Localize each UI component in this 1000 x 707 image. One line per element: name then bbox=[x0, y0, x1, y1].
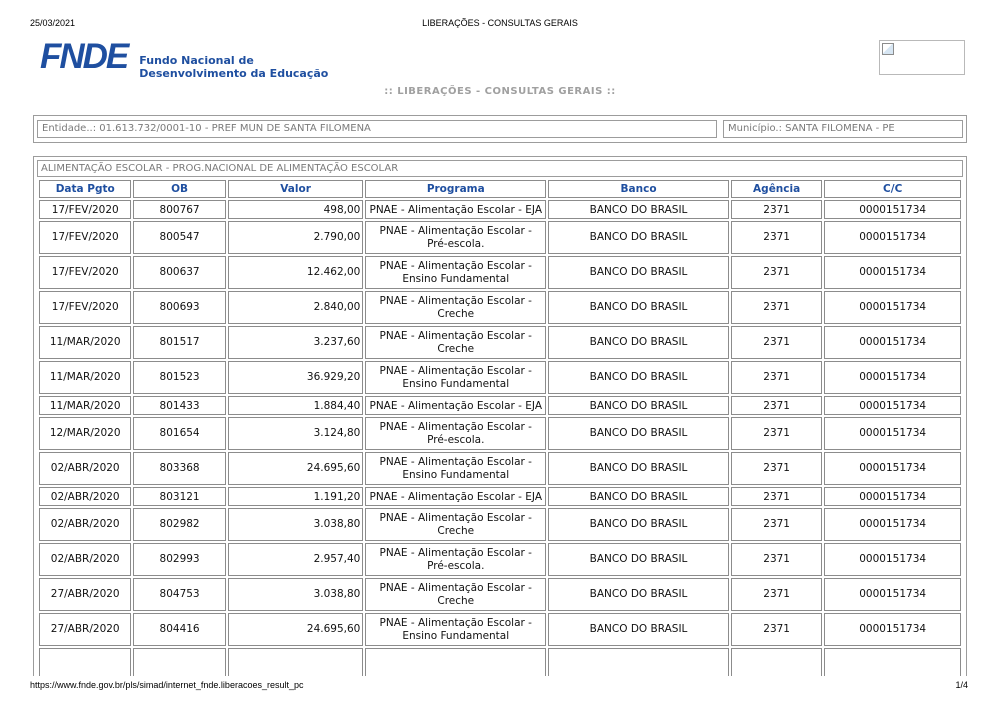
cell-programa: PNAE - Alimentação Escolar - EJA bbox=[365, 200, 546, 219]
table-row bbox=[39, 396, 961, 415]
broken-image-placeholder bbox=[879, 40, 965, 75]
print-header-title: LIBERAÇÕES - CONSULTAS GERAIS bbox=[422, 18, 578, 28]
liberacoes-table bbox=[37, 178, 963, 676]
cell-data-pgto: 17/FEV/2020 bbox=[39, 221, 131, 254]
cell-banco: BANCO DO BRASIL bbox=[548, 508, 729, 541]
cell-agencia: 2371 bbox=[731, 613, 822, 646]
cell-ob: 801517 bbox=[133, 326, 225, 359]
cell-valor: 24.695,60 bbox=[228, 613, 364, 646]
cell-valor: 2.790,00 bbox=[228, 221, 364, 254]
table-row-empty bbox=[39, 648, 961, 676]
entidade-field: Entidade..: 01.613.732/0001-10 - PREF MUN DE SANTA FILOMENA bbox=[37, 120, 717, 138]
header-ob: OB bbox=[133, 180, 225, 198]
cell-valor: 3.038,80 bbox=[228, 578, 364, 611]
empty-cell bbox=[824, 648, 961, 676]
cell-valor: 36.929,20 bbox=[228, 361, 364, 394]
table-row bbox=[39, 417, 961, 450]
footer-url: https://www.fnde.gov.br/pls/simad/internet_fnde.liberacoes_result_pc bbox=[30, 680, 304, 690]
table-header-row bbox=[39, 180, 961, 198]
cell-banco: BANCO DO BRASIL bbox=[548, 256, 729, 289]
municipio-field: Município.: SANTA FILOMENA - PE bbox=[723, 120, 963, 138]
cell-agencia: 2371 bbox=[731, 291, 822, 324]
table-row bbox=[39, 256, 961, 289]
cell-cc: 0000151734 bbox=[824, 452, 961, 485]
section-title: ALIMENTAÇÃO ESCOLAR - PROG.NACIONAL DE ALIMENTAÇÃO ESCOLAR bbox=[37, 160, 963, 177]
cell-programa: PNAE - Alimentação Escolar - Pré-escola. bbox=[365, 221, 546, 254]
cell-banco: BANCO DO BRASIL bbox=[548, 417, 729, 450]
table-row bbox=[39, 221, 961, 254]
table-row bbox=[39, 200, 961, 219]
cell-cc: 0000151734 bbox=[824, 417, 961, 450]
cell-ob: 804416 bbox=[133, 613, 225, 646]
header-programa: Programa bbox=[365, 180, 546, 198]
cell-valor: 3.124,80 bbox=[228, 417, 364, 450]
cell-data-pgto: 02/ABR/2020 bbox=[39, 543, 131, 576]
cell-programa: PNAE - Alimentação Escolar - Ensino Fundamental bbox=[365, 613, 546, 646]
cell-cc: 0000151734 bbox=[824, 291, 961, 324]
cell-banco: BANCO DO BRASIL bbox=[548, 361, 729, 394]
cell-programa: PNAE - Alimentação Escolar - Creche bbox=[365, 508, 546, 541]
cell-cc: 0000151734 bbox=[824, 543, 961, 576]
cell-ob: 804753 bbox=[133, 578, 225, 611]
cell-valor: 3.237,60 bbox=[228, 326, 364, 359]
cell-agencia: 2371 bbox=[731, 396, 822, 415]
cell-programa: PNAE - Alimentação Escolar - Creche bbox=[365, 291, 546, 324]
cell-cc: 0000151734 bbox=[824, 396, 961, 415]
cell-programa: PNAE - Alimentação Escolar - Ensino Fundamental bbox=[365, 452, 546, 485]
cell-cc: 0000151734 bbox=[824, 508, 961, 541]
cell-valor: 498,00 bbox=[228, 200, 364, 219]
cell-agencia: 2371 bbox=[731, 256, 822, 289]
entity-info-box bbox=[33, 115, 967, 143]
cell-ob: 802993 bbox=[133, 543, 225, 576]
print-date: 25/03/2021 bbox=[30, 18, 76, 28]
broken-image-icon bbox=[882, 43, 894, 55]
cell-agencia: 2371 bbox=[731, 578, 822, 611]
header-banco: Banco bbox=[548, 180, 729, 198]
table-row bbox=[39, 578, 961, 611]
cell-data-pgto: 02/ABR/2020 bbox=[39, 487, 131, 506]
cell-valor: 1.884,40 bbox=[228, 396, 364, 415]
cell-ob: 802982 bbox=[133, 508, 225, 541]
header-agencia: Agência bbox=[731, 180, 822, 198]
cell-programa: PNAE - Alimentação Escolar - Creche bbox=[365, 578, 546, 611]
table-body bbox=[39, 200, 961, 676]
cell-data-pgto: 02/ABR/2020 bbox=[39, 452, 131, 485]
cell-programa: PNAE - Alimentação Escolar - EJA bbox=[365, 396, 546, 415]
cell-ob: 800637 bbox=[133, 256, 225, 289]
cell-data-pgto: 11/MAR/2020 bbox=[39, 326, 131, 359]
page-subtitle: :: LIBERAÇÕES - CONSULTAS GERAIS :: bbox=[384, 86, 616, 97]
cell-valor: 2.840,00 bbox=[228, 291, 364, 324]
cell-cc: 0000151734 bbox=[824, 578, 961, 611]
cell-ob: 800693 bbox=[133, 291, 225, 324]
cell-ob: 800767 bbox=[133, 200, 225, 219]
table-row bbox=[39, 361, 961, 394]
cell-ob: 803368 bbox=[133, 452, 225, 485]
cell-cc: 0000151734 bbox=[824, 326, 961, 359]
footer-page-number: 1/4 bbox=[955, 680, 968, 690]
cell-data-pgto: 12/MAR/2020 bbox=[39, 417, 131, 450]
empty-cell bbox=[39, 648, 131, 676]
cell-ob: 803121 bbox=[133, 487, 225, 506]
cell-programa: PNAE - Alimentação Escolar - Ensino Fundamental bbox=[365, 361, 546, 394]
cell-banco: BANCO DO BRASIL bbox=[548, 487, 729, 506]
cell-valor: 24.695,60 bbox=[228, 452, 364, 485]
cell-data-pgto: 27/ABR/2020 bbox=[39, 578, 131, 611]
fnde-logo[interactable] bbox=[40, 37, 329, 80]
cell-data-pgto: 17/FEV/2020 bbox=[39, 256, 131, 289]
cell-banco: BANCO DO BRASIL bbox=[548, 221, 729, 254]
cell-data-pgto: 27/ABR/2020 bbox=[39, 613, 131, 646]
cell-ob: 801654 bbox=[133, 417, 225, 450]
header-cc: C/C bbox=[824, 180, 961, 198]
cell-cc: 0000151734 bbox=[824, 361, 961, 394]
cell-agencia: 2371 bbox=[731, 361, 822, 394]
cell-valor: 12.462,00 bbox=[228, 256, 364, 289]
empty-cell bbox=[548, 648, 729, 676]
logo-mark: FNDE bbox=[40, 37, 128, 76]
table-row bbox=[39, 291, 961, 324]
cell-banco: BANCO DO BRASIL bbox=[548, 396, 729, 415]
cell-agencia: 2371 bbox=[731, 221, 822, 254]
logo-line-2: Desenvolvimento da Educação bbox=[139, 67, 329, 80]
cell-ob: 801523 bbox=[133, 361, 225, 394]
cell-banco: BANCO DO BRASIL bbox=[548, 613, 729, 646]
cell-banco: BANCO DO BRASIL bbox=[548, 543, 729, 576]
cell-valor: 3.038,80 bbox=[228, 508, 364, 541]
cell-agencia: 2371 bbox=[731, 508, 822, 541]
cell-cc: 0000151734 bbox=[824, 256, 961, 289]
cell-cc: 0000151734 bbox=[824, 221, 961, 254]
cell-agencia: 2371 bbox=[731, 543, 822, 576]
cell-agencia: 2371 bbox=[731, 487, 822, 506]
cell-agencia: 2371 bbox=[731, 417, 822, 450]
empty-cell bbox=[365, 648, 546, 676]
table-row bbox=[39, 508, 961, 541]
cell-banco: BANCO DO BRASIL bbox=[548, 326, 729, 359]
cell-data-pgto: 02/ABR/2020 bbox=[39, 508, 131, 541]
cell-programa: PNAE - Alimentação Escolar - Pré-escola. bbox=[365, 417, 546, 450]
table-row bbox=[39, 543, 961, 576]
cell-banco: BANCO DO BRASIL bbox=[548, 291, 729, 324]
logo-text bbox=[139, 54, 328, 80]
logo-line-1: Fundo Nacional de bbox=[139, 54, 254, 67]
cell-data-pgto: 17/FEV/2020 bbox=[39, 200, 131, 219]
cell-agencia: 2371 bbox=[731, 326, 822, 359]
empty-cell bbox=[228, 648, 364, 676]
table-row bbox=[39, 326, 961, 359]
cell-banco: BANCO DO BRASIL bbox=[548, 578, 729, 611]
cell-valor: 2.957,40 bbox=[228, 543, 364, 576]
cell-programa: PNAE - Alimentação Escolar - Ensino Fundamental bbox=[365, 256, 546, 289]
cell-data-pgto: 11/MAR/2020 bbox=[39, 396, 131, 415]
cell-cc: 0000151734 bbox=[824, 200, 961, 219]
cell-agencia: 2371 bbox=[731, 200, 822, 219]
table-row bbox=[39, 613, 961, 646]
cell-programa: PNAE - Alimentação Escolar - Pré-escola. bbox=[365, 543, 546, 576]
header-valor: Valor bbox=[228, 180, 364, 198]
cell-ob: 800547 bbox=[133, 221, 225, 254]
cell-banco: BANCO DO BRASIL bbox=[548, 452, 729, 485]
cell-data-pgto: 17/FEV/2020 bbox=[39, 291, 131, 324]
cell-valor: 1.191,20 bbox=[228, 487, 364, 506]
empty-cell bbox=[731, 648, 822, 676]
table-row bbox=[39, 487, 961, 506]
table-row bbox=[39, 452, 961, 485]
cell-agencia: 2371 bbox=[731, 452, 822, 485]
liberacoes-section bbox=[33, 156, 967, 676]
header-data-pgto: Data Pgto bbox=[39, 180, 131, 198]
cell-ob: 801433 bbox=[133, 396, 225, 415]
cell-programa: PNAE - Alimentação Escolar - EJA bbox=[365, 487, 546, 506]
empty-cell bbox=[133, 648, 225, 676]
cell-data-pgto: 11/MAR/2020 bbox=[39, 361, 131, 394]
cell-cc: 0000151734 bbox=[824, 613, 961, 646]
cell-banco: BANCO DO BRASIL bbox=[548, 200, 729, 219]
cell-programa: PNAE - Alimentação Escolar - Creche bbox=[365, 326, 546, 359]
cell-cc: 0000151734 bbox=[824, 487, 961, 506]
